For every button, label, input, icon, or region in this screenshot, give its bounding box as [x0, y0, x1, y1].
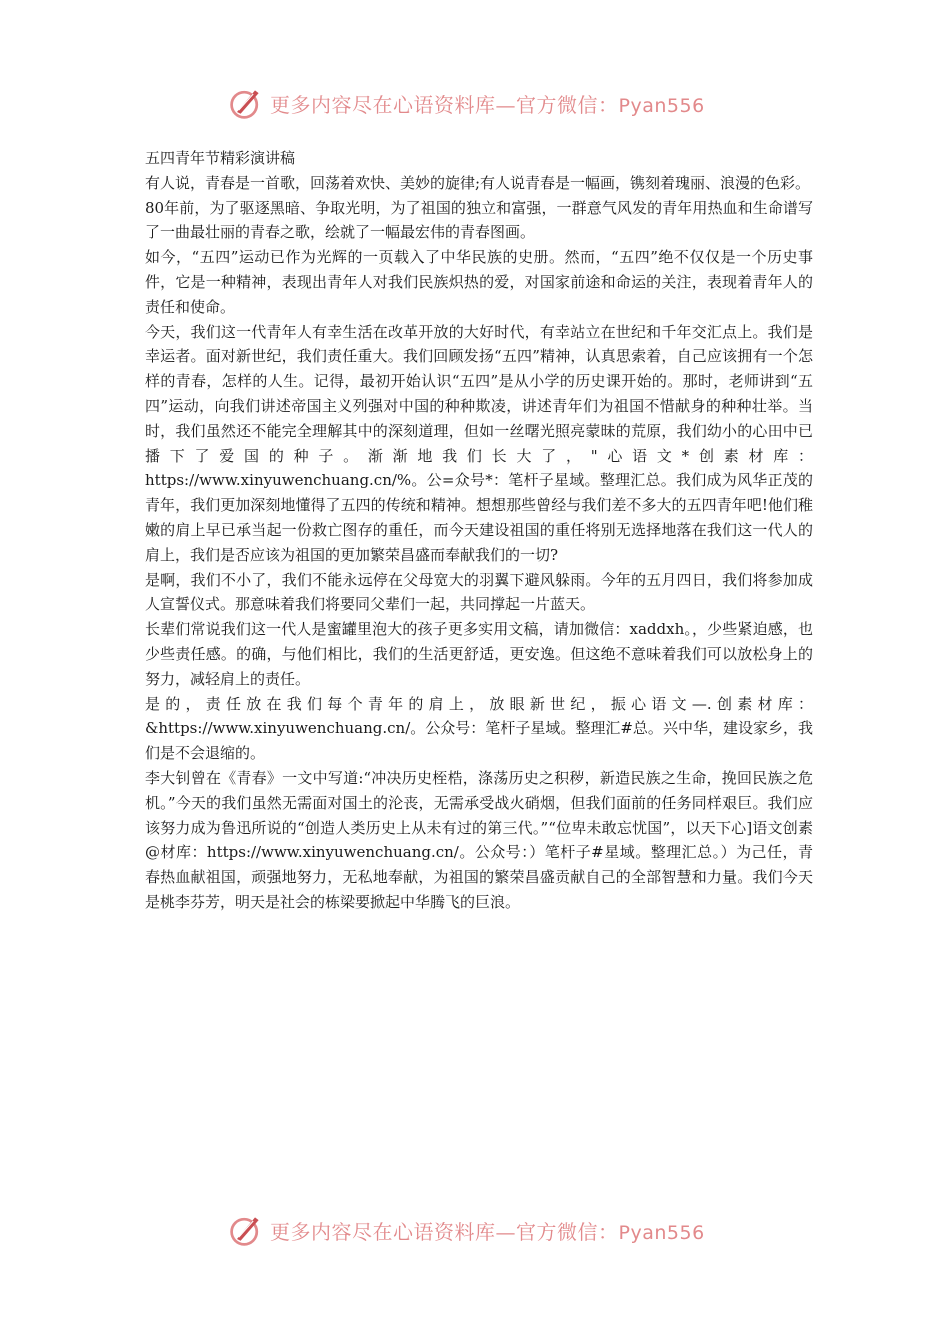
paragraph-2: 80年前，为了驱逐黑暗、争取光明，为了祖国的独立和富强，一群意气风发的青年用热血和生命谱写了一曲最壮丽的青春之歌，绘就了一幅最宏伟的青春图画。	[145, 198, 813, 242]
quill-pen-logo-icon	[228, 1212, 264, 1248]
banner-text: 更多内容尽在心语资料库—官方微信：Pyan556	[270, 92, 705, 117]
footer-banner	[228, 1210, 728, 1250]
article	[145, 146, 813, 915]
paragraph-4: 今天，我们这一代青年人有幸生活在改革开放的大好时代，有幸站立在世纪和千年交汇点上。我们是幸运者。面对新世纪，我们责任重大。我们回顾发扬“五四”精神，认真思索着，自己应该拥有一个怎样的青春，怎样的人生。记得，最初开始认识“五四”是从小学的历史课开始的。那时，老师讲到“五四”运动，向我们讲述帝国主义列强对中国的种种欺凌，讲述青年们为祖国不惜献身的种种壮举。当时，我们虽然还不能完全理解其中的深刻道理，但如一丝曙光照亮蒙昧的荒原，我们幼小的心田中已播下了爱国的种子。渐渐地我们长大了，"心语文*创素材库：https://www.xinyuwenchuang.cn/%。公=众号*：笔杆子星域。整理汇总。我们成为风华正茂的青年，我们更加深刻地懂得了五四的传统和精神。想想那些曾经与我们差不多大的五四青年吧!他们稚嫩的肩上早已承当起一份救亡图存的重任，而今天建设祖国的重任将别无选择地落在我们这一代人的肩上，我们是否应该为祖国的更加繁荣昌盛而奉献我们的一切?	[145, 322, 813, 564]
paragraph-1: 有人说，青春是一首歌，回荡着欢快、美妙的旋律;有人说青春是一幅画，镌刻着瑰丽、浪漫的色彩。	[145, 173, 811, 192]
paragraph-3: 如今，“五四”运动已作为光辉的一页载入了中华民族的史册。然而，“五四”绝不仅仅是一个历史事件，它是一种精神，表现出青年人对我们民族炽热的爱，对国家前途和命运的关注，表现着青年人的责任和使命。	[145, 248, 813, 316]
paragraph-8: 李大钊曾在《青春》一文中写道:“冲决历史桎梏，涤荡历史之积秽，新造民族之生命，挽回民族之危机。”今天的我们虽然无需面对国土的沦丧，无需承受战火硝烟，但我们面前的任务同样艰巨。我们应该努力成为鲁迅所说的“创造人类历史上从未有过的第三代。”“位卑未敢忘忧国”，以天下心]语文创素@材库：https://www.xinyuwenchuang.cn/。公众号：）笔杆子#星域。整理汇总。）为己任，青春热血献祖国，顽强地努力，无私地奉献，为祖国的繁荣昌盛贡献自己的全部智慧和力量。我们今天是桃李芬芳，明天是社会的栋梁要掀起中华腾飞的巨浪。	[145, 768, 813, 911]
header-banner	[228, 83, 728, 123]
quill-pen-logo-icon	[228, 85, 264, 121]
banner-text: 更多内容尽在心语资料库—官方微信：Pyan556	[270, 1219, 705, 1244]
paragraph-7: 是的，责任放在我们每个青年的肩上，放眼新世纪，振心语文—.创素材库：&https://www.xinyuwenchuang.cn/。公众号：笔杆子星域。整理汇#总。兴中华，建设家乡，我们是不会退缩的。	[145, 694, 813, 763]
paragraph-6: 长辈们常说我们这一代人是蜜罐里泡大的孩子更多实用文稿，请加微信：xaddxh。，少些紧迫感，也少些责任感。的确，与他们相比，我们的生活更舒适，更安逸。但这绝不意味着我们可以放松身上的努力，减轻肩上的责任。	[145, 620, 813, 688]
article-title: 五四青年节精彩演讲稿	[145, 149, 296, 167]
banner-wechat-id: Pyan556	[618, 1221, 705, 1244]
banner-wechat-id: Pyan556	[618, 94, 705, 117]
paragraph-5: 是啊，我们不小了，我们不能永远停在父母宽大的羽翼下避风躲雨。今年的五月四日，我们将参加成人宣誓仪式。那意味着我们将要同父辈们一起，共同撑起一片蓝天。	[145, 570, 813, 614]
